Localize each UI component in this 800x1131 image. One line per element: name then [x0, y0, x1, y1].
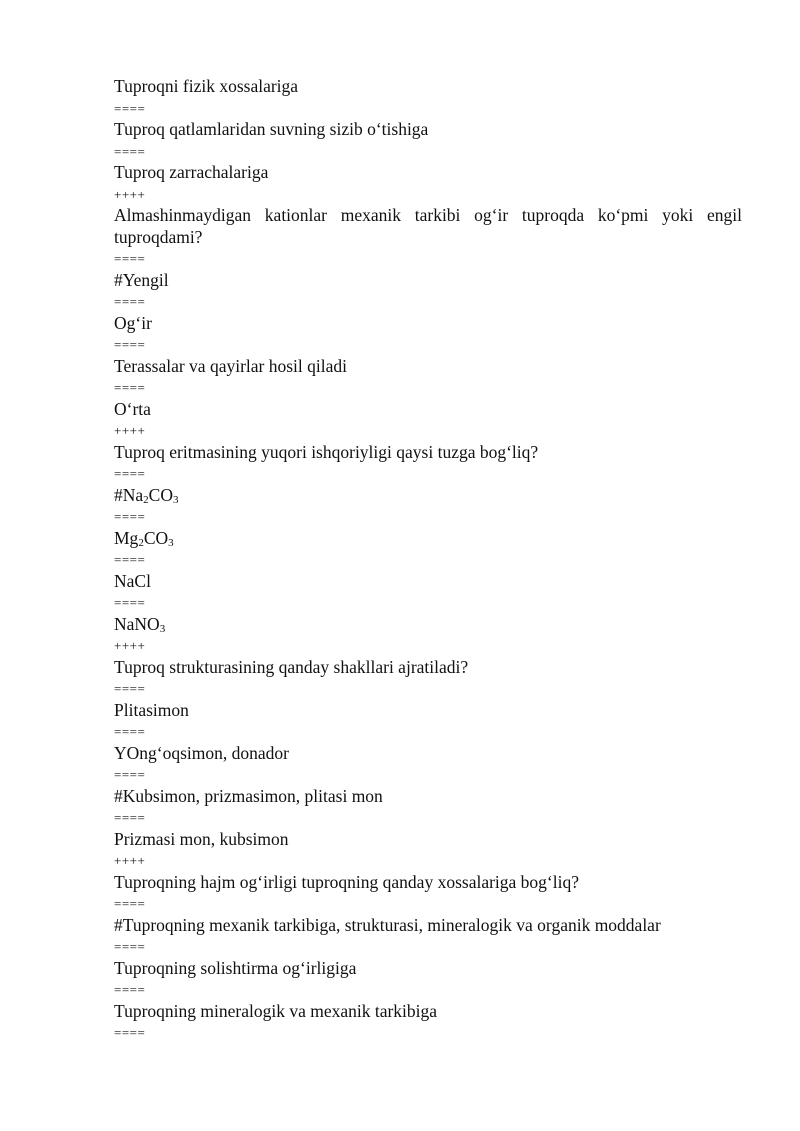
document-page — [114, 76, 747, 1044]
question-separator: ++++ — [114, 638, 146, 653]
formula-text: CO — [148, 484, 173, 505]
answer-separator: ==== — [114, 982, 146, 997]
answer-separator: ==== — [114, 1025, 146, 1040]
answer-option — [114, 485, 742, 507]
question-text: Tuproq eritmasining yuqori ishqoriyligi qaysi tuzga bog‘liq? — [114, 441, 539, 462]
formula-subscript: 3 — [172, 493, 179, 506]
answer-separator: ==== — [114, 552, 146, 567]
answer-separator: ==== — [114, 767, 146, 782]
answer-separator: ==== — [114, 466, 146, 481]
answer-option: Tuproqning mineralogik va mexanik tarkibiga — [114, 1000, 438, 1021]
answer-separator: ==== — [114, 509, 146, 524]
answer-option: Og‘ir — [114, 312, 152, 333]
answer-option: Tuproqni fizik xossalariga — [114, 76, 299, 96]
answer-separator: ==== — [114, 681, 146, 696]
answer-separator: ==== — [114, 896, 146, 911]
question-text: Almashinmaydigan kationlar mexanik tarkibi og‘ir tuproqda ko‘pmi yoki engil tuproqdami? — [114, 205, 747, 247]
answer-option: #Yengil — [114, 269, 169, 290]
formula-text: CO — [143, 527, 169, 548]
formula-text: #Na — [114, 484, 144, 505]
answer-option — [114, 614, 742, 636]
answer-separator: ==== — [114, 724, 146, 739]
formula-subscript: 3 — [168, 536, 174, 549]
answer-separator: ==== — [114, 337, 146, 352]
answer-separator: ==== — [114, 595, 146, 610]
answer-option — [114, 528, 742, 550]
answer-option: Prizmasi mon, kubsimon — [114, 828, 289, 849]
question-text: Tuproqning hajm og‘irligi tuproqning qanday xossalariga bog‘liq? — [114, 871, 579, 892]
answer-option: Tuproq qatlamlaridan suvning sizib o‘tishiga — [114, 119, 429, 139]
answer-separator: ==== — [114, 939, 146, 954]
formula-text: Mg — [114, 527, 139, 548]
answer-separator: ==== — [114, 294, 146, 309]
answer-separator: ==== — [114, 100, 146, 116]
answer-separator: ==== — [114, 380, 146, 395]
question-separator: ++++ — [114, 186, 146, 202]
answer-option: YOng‘oqsimon, donador — [114, 742, 289, 763]
question-separator: ++++ — [114, 423, 146, 438]
answer-option: O‘rta — [114, 398, 151, 419]
answer-option: Terassalar va qayirlar hosil qiladi — [114, 355, 347, 376]
answer-option: #Tuproqning mexanik tarkibiga, strukturasi, mineralogik va organik moddalar — [114, 914, 661, 935]
formula-subscript: 3 — [159, 622, 166, 635]
formula-subscript: 2 — [143, 493, 149, 506]
question-separator: ++++ — [114, 853, 146, 868]
answer-option: Plitasimon — [114, 699, 189, 720]
answer-separator: ==== — [114, 143, 146, 159]
answer-option: Tuproq zarrachalariga — [114, 162, 269, 182]
formula-subscript: 2 — [138, 536, 144, 549]
question-text: Tuproq strukturasining qanday shakllari ajratiladi? — [114, 656, 469, 677]
answer-separator: ==== — [114, 251, 146, 266]
formula-text: NaNO — [114, 613, 160, 634]
answer-option: Tuproqning solishtirma og‘irligiga — [114, 957, 357, 978]
answer-option: NaCl — [114, 570, 151, 591]
answer-separator: ==== — [114, 810, 146, 825]
answer-option: #Kubsimon, prizmasimon, plitasi mon — [114, 785, 383, 806]
